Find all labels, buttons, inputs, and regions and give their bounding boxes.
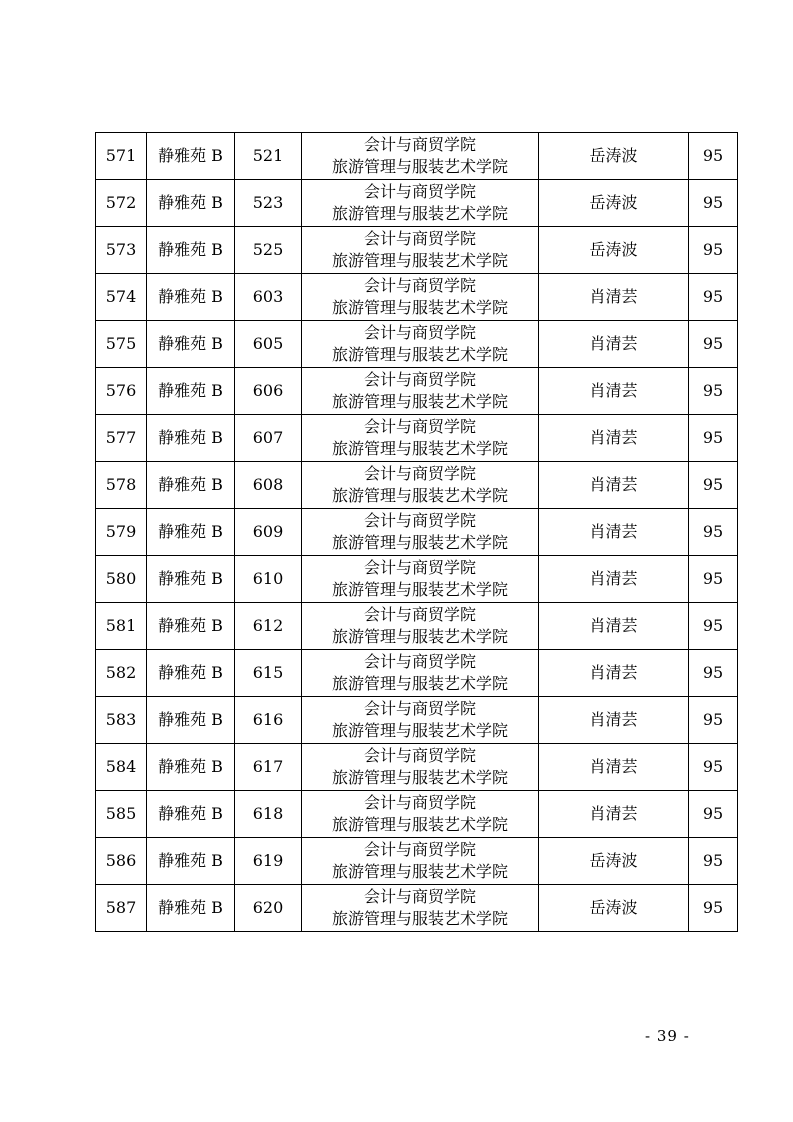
college-line-1: 会计与商贸学院 xyxy=(363,182,476,201)
college-line-1: 会计与商贸学院 xyxy=(363,558,476,577)
table-row xyxy=(96,744,738,791)
table-row xyxy=(96,650,738,697)
college-line-2: 旅游管理与服装艺术学院 xyxy=(331,627,508,646)
building-name: 静雅苑 B xyxy=(147,180,235,227)
score: 95 xyxy=(689,462,738,509)
building-name: 静雅苑 B xyxy=(147,274,235,321)
supervisor-name: 肖清芸 xyxy=(539,556,689,603)
score: 95 xyxy=(689,180,738,227)
building-name: 静雅苑 B xyxy=(147,321,235,368)
college-cell xyxy=(302,885,539,932)
table-row xyxy=(96,274,738,321)
college-line-1: 会计与商贸学院 xyxy=(363,605,476,624)
supervisor-name: 肖清芸 xyxy=(539,697,689,744)
building-name: 静雅苑 B xyxy=(147,603,235,650)
supervisor-name: 岳涛波 xyxy=(539,227,689,274)
row-number: 586 xyxy=(96,838,147,885)
college-cell xyxy=(302,556,539,603)
college-cell xyxy=(302,791,539,838)
score: 95 xyxy=(689,744,738,791)
building-name: 静雅苑 B xyxy=(147,885,235,932)
college-line-2: 旅游管理与服装艺术学院 xyxy=(331,204,508,223)
college-line-1: 会计与商贸学院 xyxy=(363,887,476,906)
supervisor-name: 肖清芸 xyxy=(539,274,689,321)
college-cell xyxy=(302,368,539,415)
college-line-1: 会计与商贸学院 xyxy=(363,370,476,389)
table-row xyxy=(96,556,738,603)
supervisor-name: 岳涛波 xyxy=(539,885,689,932)
college-line-2: 旅游管理与服装艺术学院 xyxy=(331,533,508,552)
college-line-2: 旅游管理与服装艺术学院 xyxy=(331,157,508,176)
score: 95 xyxy=(689,321,738,368)
row-number: 573 xyxy=(96,227,147,274)
page-number: - 39 - xyxy=(645,1027,690,1045)
score: 95 xyxy=(689,133,738,180)
row-number: 571 xyxy=(96,133,147,180)
table-body xyxy=(96,133,738,932)
room-number: 617 xyxy=(235,744,302,791)
row-number: 576 xyxy=(96,368,147,415)
college-line-1: 会计与商贸学院 xyxy=(363,417,476,436)
row-number: 578 xyxy=(96,462,147,509)
college-cell xyxy=(302,509,539,556)
row-number: 583 xyxy=(96,697,147,744)
table-row xyxy=(96,462,738,509)
college-line-1: 会计与商贸学院 xyxy=(363,229,476,248)
college-cell xyxy=(302,227,539,274)
row-number: 585 xyxy=(96,791,147,838)
room-number: 612 xyxy=(235,603,302,650)
college-line-2: 旅游管理与服装艺术学院 xyxy=(331,392,508,411)
college-cell xyxy=(302,744,539,791)
score: 95 xyxy=(689,650,738,697)
college-line-1: 会计与商贸学院 xyxy=(363,652,476,671)
row-number: 584 xyxy=(96,744,147,791)
score: 95 xyxy=(689,274,738,321)
college-line-2: 旅游管理与服装艺术学院 xyxy=(331,721,508,740)
table-row xyxy=(96,133,738,180)
college-cell xyxy=(302,650,539,697)
building-name: 静雅苑 B xyxy=(147,509,235,556)
college-line-2: 旅游管理与服装艺术学院 xyxy=(331,768,508,787)
room-number: 619 xyxy=(235,838,302,885)
college-line-1: 会计与商贸学院 xyxy=(363,699,476,718)
score: 95 xyxy=(689,791,738,838)
college-line-1: 会计与商贸学院 xyxy=(363,323,476,342)
row-number: 582 xyxy=(96,650,147,697)
college-line-2: 旅游管理与服装艺术学院 xyxy=(331,909,508,928)
supervisor-name: 岳涛波 xyxy=(539,838,689,885)
table-row xyxy=(96,885,738,932)
room-number: 620 xyxy=(235,885,302,932)
college-line-2: 旅游管理与服装艺术学院 xyxy=(331,439,508,458)
row-number: 580 xyxy=(96,556,147,603)
room-number: 616 xyxy=(235,697,302,744)
table-row xyxy=(96,697,738,744)
college-line-2: 旅游管理与服装艺术学院 xyxy=(331,815,508,834)
supervisor-name: 肖清芸 xyxy=(539,791,689,838)
room-number: 605 xyxy=(235,321,302,368)
college-cell xyxy=(302,838,539,885)
room-number: 521 xyxy=(235,133,302,180)
supervisor-name: 肖清芸 xyxy=(539,462,689,509)
table-row xyxy=(96,509,738,556)
score: 95 xyxy=(689,556,738,603)
college-cell xyxy=(302,603,539,650)
room-number: 609 xyxy=(235,509,302,556)
building-name: 静雅苑 B xyxy=(147,415,235,462)
supervisor-name: 肖清芸 xyxy=(539,603,689,650)
building-name: 静雅苑 B xyxy=(147,791,235,838)
row-number: 587 xyxy=(96,885,147,932)
college-line-2: 旅游管理与服装艺术学院 xyxy=(331,486,508,505)
building-name: 静雅苑 B xyxy=(147,650,235,697)
score: 95 xyxy=(689,603,738,650)
room-number: 618 xyxy=(235,791,302,838)
room-number: 525 xyxy=(235,227,302,274)
score: 95 xyxy=(689,368,738,415)
building-name: 静雅苑 B xyxy=(147,227,235,274)
table-row xyxy=(96,838,738,885)
college-line-1: 会计与商贸学院 xyxy=(363,511,476,530)
supervisor-name: 肖清芸 xyxy=(539,509,689,556)
college-line-2: 旅游管理与服装艺术学院 xyxy=(331,345,508,364)
room-number: 615 xyxy=(235,650,302,697)
score: 95 xyxy=(689,415,738,462)
supervisor-name: 肖清芸 xyxy=(539,321,689,368)
table-row xyxy=(96,415,738,462)
row-number: 572 xyxy=(96,180,147,227)
college-cell xyxy=(302,462,539,509)
dormitory-score-table xyxy=(95,132,738,932)
college-cell xyxy=(302,133,539,180)
room-number: 608 xyxy=(235,462,302,509)
supervisor-name: 岳涛波 xyxy=(539,180,689,227)
college-cell xyxy=(302,321,539,368)
supervisor-name: 肖清芸 xyxy=(539,650,689,697)
building-name: 静雅苑 B xyxy=(147,368,235,415)
college-line-1: 会计与商贸学院 xyxy=(363,276,476,295)
college-line-1: 会计与商贸学院 xyxy=(363,840,476,859)
room-number: 610 xyxy=(235,556,302,603)
row-number: 579 xyxy=(96,509,147,556)
building-name: 静雅苑 B xyxy=(147,697,235,744)
college-line-2: 旅游管理与服装艺术学院 xyxy=(331,580,508,599)
table-row xyxy=(96,321,738,368)
row-number: 574 xyxy=(96,274,147,321)
supervisor-name: 肖清芸 xyxy=(539,368,689,415)
table-row xyxy=(96,227,738,274)
college-cell xyxy=(302,180,539,227)
score: 95 xyxy=(689,885,738,932)
college-line-2: 旅游管理与服装艺术学院 xyxy=(331,674,508,693)
building-name: 静雅苑 B xyxy=(147,462,235,509)
row-number: 581 xyxy=(96,603,147,650)
supervisor-name: 岳涛波 xyxy=(539,133,689,180)
row-number: 575 xyxy=(96,321,147,368)
supervisor-name: 肖清芸 xyxy=(539,415,689,462)
table-row xyxy=(96,791,738,838)
building-name: 静雅苑 B xyxy=(147,838,235,885)
college-line-1: 会计与商贸学院 xyxy=(363,793,476,812)
score: 95 xyxy=(689,227,738,274)
supervisor-name: 肖清芸 xyxy=(539,744,689,791)
room-number: 603 xyxy=(235,274,302,321)
room-number: 523 xyxy=(235,180,302,227)
table-row xyxy=(96,603,738,650)
room-number: 607 xyxy=(235,415,302,462)
college-line-1: 会计与商贸学院 xyxy=(363,746,476,765)
college-cell xyxy=(302,415,539,462)
college-line-1: 会计与商贸学院 xyxy=(363,135,476,154)
college-line-2: 旅游管理与服装艺术学院 xyxy=(331,251,508,270)
score: 95 xyxy=(689,838,738,885)
score: 95 xyxy=(689,509,738,556)
building-name: 静雅苑 B xyxy=(147,556,235,603)
score: 95 xyxy=(689,697,738,744)
row-number: 577 xyxy=(96,415,147,462)
college-line-2: 旅游管理与服装艺术学院 xyxy=(331,862,508,881)
table-row xyxy=(96,180,738,227)
college-line-2: 旅游管理与服装艺术学院 xyxy=(331,298,508,317)
building-name: 静雅苑 B xyxy=(147,133,235,180)
table-row xyxy=(96,368,738,415)
college-cell xyxy=(302,697,539,744)
college-cell xyxy=(302,274,539,321)
college-line-1: 会计与商贸学院 xyxy=(363,464,476,483)
room-number: 606 xyxy=(235,368,302,415)
building-name: 静雅苑 B xyxy=(147,744,235,791)
